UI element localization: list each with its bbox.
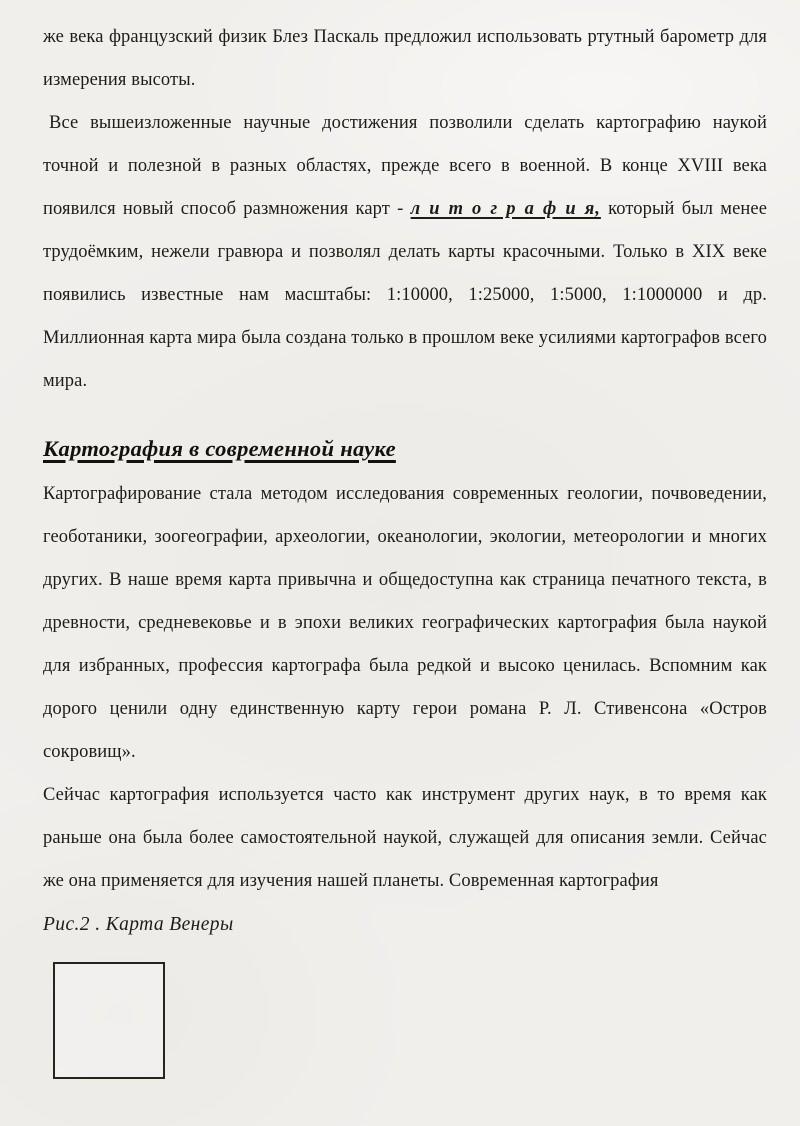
- text-line: раньше она была более самостоятельной наукой, служащей для описания земли. Сейчас: [43, 828, 767, 848]
- text-line: же века французский физик Блез Паскаль предложил использовать ртутный барометр для: [43, 27, 767, 47]
- text-line: сокровищ».: [43, 742, 136, 762]
- text-line: Сейчас картография используется часто как инструмент других наук, в то время как: [43, 785, 767, 805]
- lithography-prefix: появился новый способ размножения карт -: [43, 199, 404, 219]
- text-line: Картографирование стала методом исследования современных геологии, почвоведении,: [43, 484, 767, 504]
- paragraph-barometer: [43, 16, 767, 102]
- text-line: Все вышеизложенные научные достижения позволили сделать картографию наукой: [49, 113, 767, 133]
- text-line: древности, средневековье и в эпохи великих географических картография была наукой: [43, 613, 767, 633]
- paragraph-modern-science: [43, 473, 767, 774]
- text-line: точной и полезной в разных областях, прежде всего в военной. В конце XVIII века: [43, 156, 767, 176]
- text-line: Миллионная карта мира была создана только в прошлом веке усилиями картографов всего: [43, 328, 767, 348]
- text-line: же она применяется для изучения нашей планеты. Современная картография: [43, 871, 659, 891]
- lithography-suffix: который был менее: [608, 199, 767, 219]
- section-heading: Картография в современной науке: [43, 436, 396, 461]
- figure-caption: Рис.2 . Карта Венеры: [43, 914, 234, 935]
- text-line: трудоёмким, нежели гравюра и позволял делать карты красочными. Только в XIX веке: [43, 242, 767, 262]
- text-line: появились известные нам масштабы: 1:10000, 1:25000, 1:5000, 1:1000000 и др.: [43, 285, 767, 305]
- text-line: мира.: [43, 371, 88, 391]
- text-line: измерения высоты.: [43, 70, 196, 90]
- text-line: геоботаники, зоогеографии, археологии, океанологии, экологии, метеорологии и многих: [43, 527, 767, 547]
- figure-placeholder-box: [53, 962, 165, 1079]
- text-line: для избранных, профессия картографа была редкой и высоко ценилась. Вспомним как: [43, 656, 767, 676]
- lithography-term: л и т о г р а ф и я,: [410, 199, 601, 219]
- text-line: дорого ценили одну единственную карту герои романа Р. Л. Стивенсона «Остров: [43, 699, 767, 719]
- paragraph-cartography-today: [43, 774, 767, 903]
- paragraph-achievements: [43, 102, 767, 403]
- text-line: других. В наше время карта привычна и общедоступна как страница печатного текста, в: [43, 570, 767, 590]
- text-line-lithography: [43, 188, 767, 231]
